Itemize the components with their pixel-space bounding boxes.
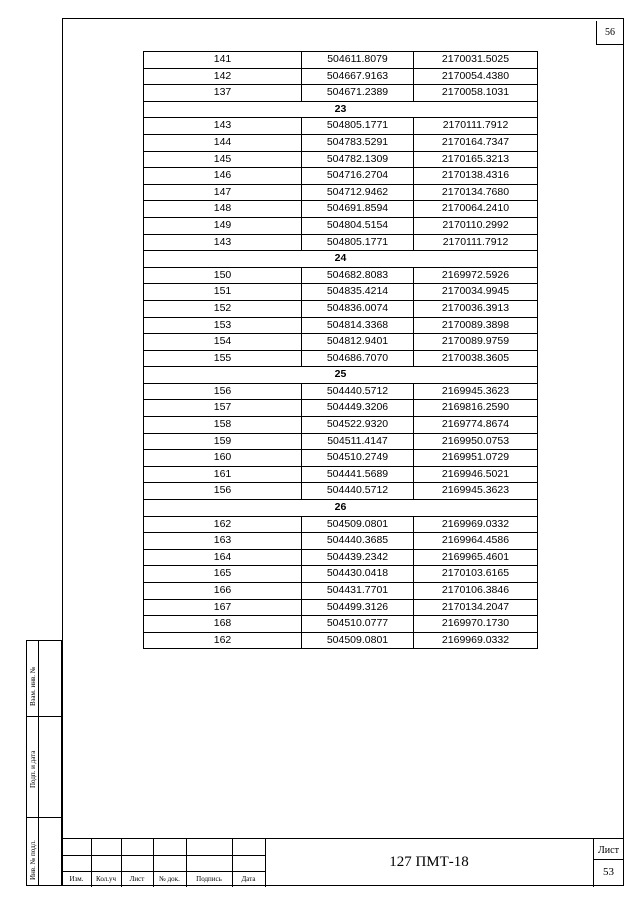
table-row [144, 217, 538, 234]
table-row [144, 383, 538, 400]
side-label-inventory: Инв. № подл. [29, 840, 37, 880]
y-coordinate-cell: 2169951.0729 [414, 450, 538, 467]
x-coordinate-cell: 504812.9401 [302, 334, 414, 351]
y-coordinate-cell: 2170110.2992 [414, 217, 538, 234]
tb-label-count: Кол.уч [96, 875, 116, 883]
table-group-row [144, 500, 538, 517]
table-row [144, 483, 538, 500]
point-number-cell: 153 [144, 317, 302, 334]
x-coordinate-cell: 504667.9163 [302, 68, 414, 85]
y-coordinate-cell: 2169970.1730 [414, 616, 538, 633]
y-coordinate-cell: 2170106.3846 [414, 583, 538, 600]
y-coordinate-cell: 2169945.3623 [414, 483, 538, 500]
point-number-cell: 148 [144, 201, 302, 218]
table-row [144, 400, 538, 417]
x-coordinate-cell: 504805.1771 [302, 234, 414, 251]
table-row [144, 583, 538, 600]
x-coordinate-cell: 504712.9462 [302, 184, 414, 201]
table-row [144, 267, 538, 284]
point-number-cell: 142 [144, 68, 302, 85]
table-row [144, 632, 538, 649]
tb-label-change: Изм. [69, 875, 84, 883]
x-coordinate-cell: 504783.5291 [302, 134, 414, 151]
x-coordinate-cell: 504671.2389 [302, 85, 414, 102]
table-row [144, 151, 538, 168]
table-row [144, 417, 538, 434]
x-coordinate-cell: 504510.0777 [302, 616, 414, 633]
x-coordinate-cell: 504782.1309 [302, 151, 414, 168]
table-row [144, 533, 538, 550]
point-number-cell: 164 [144, 549, 302, 566]
group-label: 25 [144, 367, 538, 384]
table-row [144, 433, 538, 450]
x-coordinate-cell: 504499.3126 [302, 599, 414, 616]
sheet-label: Лист [598, 845, 619, 856]
table-group-row [144, 251, 538, 268]
y-coordinate-cell: 2170134.2047 [414, 599, 538, 616]
x-coordinate-cell: 504691.8594 [302, 201, 414, 218]
table-row [144, 201, 538, 218]
x-coordinate-cell: 504522.9320 [302, 417, 414, 434]
point-number-cell: 157 [144, 400, 302, 417]
y-coordinate-cell: 2170111.7912 [414, 118, 538, 135]
table-row [144, 466, 538, 483]
point-number-cell: 152 [144, 300, 302, 317]
tb-label-sheet: Лист [129, 875, 145, 883]
y-coordinate-cell: 2170134.7680 [414, 184, 538, 201]
table-row [144, 549, 538, 566]
point-number-cell: 163 [144, 533, 302, 550]
tb-sheet-divider [593, 859, 624, 860]
y-coordinate-cell: 2169950.0753 [414, 433, 538, 450]
page-number: 56 [596, 21, 623, 45]
x-coordinate-cell: 504686.7070 [302, 350, 414, 367]
y-coordinate-cell: 2170054.4380 [414, 68, 538, 85]
group-label: 24 [144, 251, 538, 268]
y-coordinate-cell: 2170089.3898 [414, 317, 538, 334]
point-number-cell: 156 [144, 383, 302, 400]
point-number-cell: 154 [144, 334, 302, 351]
y-coordinate-cell: 2170031.5025 [414, 52, 538, 69]
point-number-cell: 147 [144, 184, 302, 201]
y-coordinate-cell: 2170064.2410 [414, 201, 538, 218]
group-label: 26 [144, 500, 538, 517]
point-number-cell: 165 [144, 566, 302, 583]
y-coordinate-cell: 2169945.3623 [414, 383, 538, 400]
x-coordinate-cell: 504439.2342 [302, 549, 414, 566]
sheet-number: 53 [603, 866, 614, 878]
table-row [144, 134, 538, 151]
x-coordinate-cell: 504510.2749 [302, 450, 414, 467]
point-number-cell: 161 [144, 466, 302, 483]
point-number-cell: 137 [144, 85, 302, 102]
x-coordinate-cell: 504440.5712 [302, 483, 414, 500]
y-coordinate-cell: 2169969.0332 [414, 632, 538, 649]
point-number-cell: 167 [144, 599, 302, 616]
x-coordinate-cell: 504509.0801 [302, 632, 414, 649]
table-row [144, 516, 538, 533]
x-coordinate-cell: 504430.0418 [302, 566, 414, 583]
x-coordinate-cell: 504509.0801 [302, 516, 414, 533]
point-number-cell: 162 [144, 632, 302, 649]
tb-label-date: Дата [241, 875, 256, 883]
y-coordinate-cell: 2170164.7347 [414, 134, 538, 151]
point-number-cell: 141 [144, 52, 302, 69]
point-number-cell: 144 [144, 134, 302, 151]
x-coordinate-cell: 504805.1771 [302, 118, 414, 135]
point-number-cell: 151 [144, 284, 302, 301]
point-number-cell: 149 [144, 217, 302, 234]
x-coordinate-cell: 504511.4147 [302, 433, 414, 450]
x-coordinate-cell: 504440.5712 [302, 383, 414, 400]
point-number-cell: 158 [144, 417, 302, 434]
point-number-cell: 166 [144, 583, 302, 600]
point-number-cell: 162 [144, 516, 302, 533]
point-number-cell: 156 [144, 483, 302, 500]
x-coordinate-cell: 504449.3206 [302, 400, 414, 417]
table-row [144, 52, 538, 69]
y-coordinate-cell: 2169964.4586 [414, 533, 538, 550]
table-row [144, 284, 538, 301]
document-code: 127 ПМТ-18 [389, 853, 469, 870]
x-coordinate-cell: 504836.0074 [302, 300, 414, 317]
y-coordinate-cell: 2170036.3913 [414, 300, 538, 317]
x-coordinate-cell: 504682.8083 [302, 267, 414, 284]
table-row [144, 184, 538, 201]
y-coordinate-cell: 2169774.8674 [414, 417, 538, 434]
y-coordinate-cell: 2170111.7912 [414, 234, 538, 251]
side-label-substitute: Взам. инв. № [29, 666, 37, 706]
coordinates-table-body [144, 52, 538, 649]
table-row [144, 450, 538, 467]
y-coordinate-cell: 2169816.2590 [414, 400, 538, 417]
table-row [144, 85, 538, 102]
y-coordinate-cell: 2170058.1031 [414, 85, 538, 102]
x-coordinate-cell: 504814.3368 [302, 317, 414, 334]
x-coordinate-cell: 504716.2704 [302, 168, 414, 185]
point-number-cell: 168 [144, 616, 302, 633]
side-label-signature: Подп. и дата [29, 750, 37, 788]
table-row [144, 599, 538, 616]
point-number-cell: 143 [144, 234, 302, 251]
tb-label-signature: Подпись [196, 875, 222, 883]
x-coordinate-cell: 504441.5689 [302, 466, 414, 483]
x-coordinate-cell: 504440.3685 [302, 533, 414, 550]
y-coordinate-cell: 2170165.3213 [414, 151, 538, 168]
y-coordinate-cell: 2169969.0332 [414, 516, 538, 533]
point-number-cell: 146 [144, 168, 302, 185]
table-row [144, 300, 538, 317]
y-coordinate-cell: 2169965.4601 [414, 549, 538, 566]
tb-row-line-2 [62, 871, 265, 872]
table-row [144, 234, 538, 251]
table-row [144, 317, 538, 334]
x-coordinate-cell: 504611.8079 [302, 52, 414, 69]
table-row [144, 616, 538, 633]
table-row [144, 350, 538, 367]
group-label: 23 [144, 101, 538, 118]
y-coordinate-cell: 2170038.3605 [414, 350, 538, 367]
y-coordinate-cell: 2169946.5021 [414, 466, 538, 483]
point-number-cell: 143 [144, 118, 302, 135]
table-group-row [144, 367, 538, 384]
x-coordinate-cell: 504835.4214 [302, 284, 414, 301]
point-number-cell: 155 [144, 350, 302, 367]
table-row [144, 566, 538, 583]
table-row [144, 334, 538, 351]
point-number-cell: 150 [144, 267, 302, 284]
point-number-cell: 145 [144, 151, 302, 168]
x-coordinate-cell: 504431.7701 [302, 583, 414, 600]
y-coordinate-cell: 2170034.9945 [414, 284, 538, 301]
tb-row-line-1 [62, 855, 265, 856]
y-coordinate-cell: 2170138.4316 [414, 168, 538, 185]
point-number-cell: 160 [144, 450, 302, 467]
coordinates-table [143, 51, 538, 649]
tb-label-doc: № док. [159, 875, 180, 883]
y-coordinate-cell: 2170103.6165 [414, 566, 538, 583]
table-row [144, 118, 538, 135]
table-row [144, 168, 538, 185]
table-row [144, 68, 538, 85]
y-coordinate-cell: 2170089.9759 [414, 334, 538, 351]
table-group-row [144, 101, 538, 118]
y-coordinate-cell: 2169972.5926 [414, 267, 538, 284]
point-number-cell: 159 [144, 433, 302, 450]
x-coordinate-cell: 504804.5154 [302, 217, 414, 234]
